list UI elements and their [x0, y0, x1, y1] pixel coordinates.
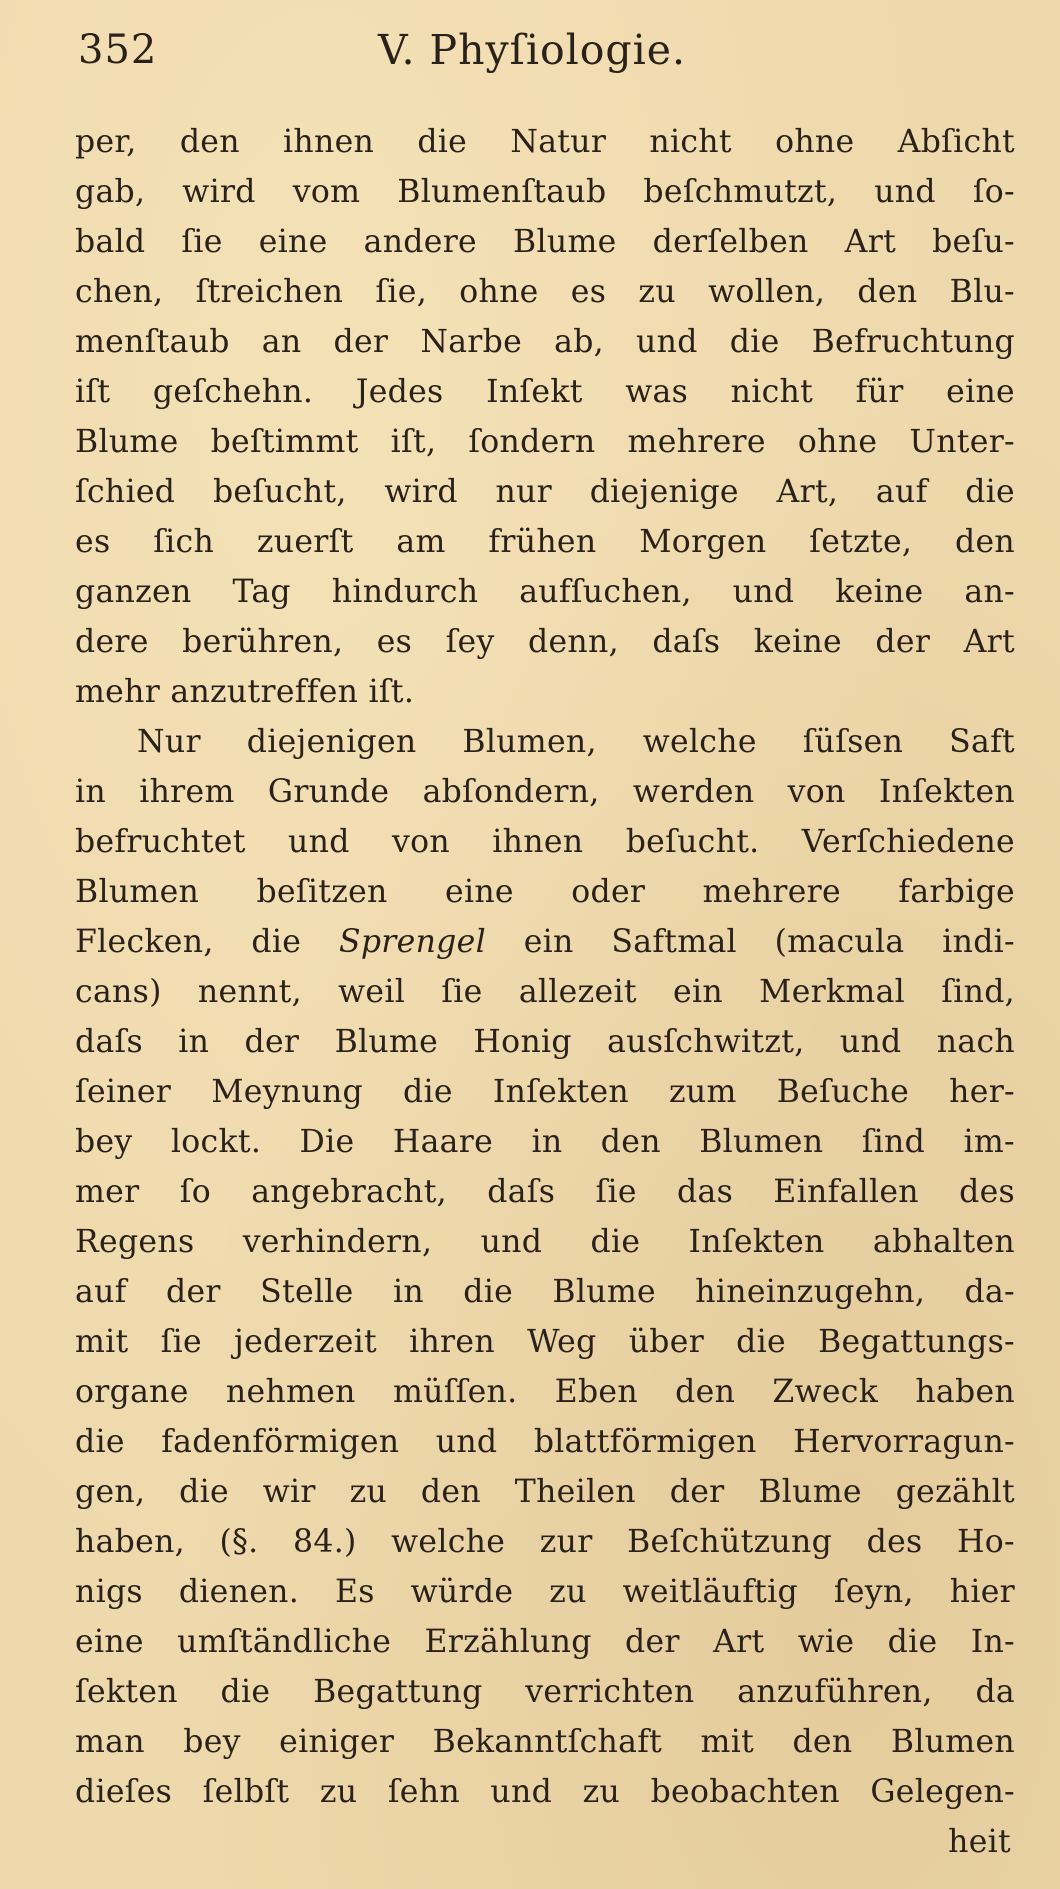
text-line: gab, wird vom Blumenſtaub beſchmutzt, und ſo- [75, 174, 1015, 210]
text-line: chen, ſtreichen ſie, ohne es zu wollen, den Blu- [75, 274, 1015, 310]
text-line: haben, (§. 84.) welche zur Beſchützung des Ho- [75, 1524, 1015, 1560]
text-line: ſekten die Begattung verrichten anzuführen, da [75, 1674, 1015, 1710]
page-header [78, 20, 978, 80]
text-line: es ſich zuerſt am frühen Morgen ſetzte, den [75, 524, 1015, 560]
text-line-with-italic [75, 917, 1015, 967]
text-line: cans) nennt, weil ſie allezeit ein Merkmal ſind, [75, 974, 1015, 1010]
text-line: mer ſo angebracht, daſs ſie das Einfallen des [75, 1174, 1015, 1210]
text-line: iſt geſchehn. Jedes Inſekt was nicht für eine [75, 374, 1015, 410]
text-line: organe nehmen müſſen. Eben den Zweck haben [75, 1374, 1015, 1410]
text-line: mit ſie jederzeit ihren Weg über die Begattungs- [75, 1324, 1015, 1360]
text-line: nigs dienen. Es würde zu weitläuftig ſeyn, hier [75, 1574, 1015, 1610]
text-line: Regens verhindern, und die Inſekten abhalten [75, 1224, 1015, 1260]
page-number: 352 [78, 27, 158, 73]
text-line: eine umſtändliche Erzählung der Art wie die In- [75, 1624, 1015, 1660]
text-line: ganzen Tag hindurch aufſuchen, und keine an- [75, 574, 1015, 610]
text-line: man bey einiger Bekanntſchaft mit den Blumen [75, 1724, 1015, 1760]
text-line: dere berühren, es ſey denn, daſs keine der Art [75, 624, 1015, 660]
text-line: menſtaub an der Narbe ab, und die Befruchtung [75, 324, 1015, 360]
text-segment: ein Saftmal (macula indi- [485, 924, 1015, 960]
text-line: in ihrem Grunde abſondern, werden von Inſekten [75, 774, 1015, 810]
text-line: bey lockt. Die Haare in den Blumen ſind im- [75, 1124, 1015, 1160]
text-line: dieſes ſelbſt zu ſehn und zu beobachten Gelegen- [75, 1774, 1015, 1810]
text-line: daſs in der Blume Honig ausſchwitzt, und nach [75, 1024, 1015, 1060]
text-line: gen, die wir zu den Theilen der Blume gezählt [75, 1474, 1015, 1510]
catchword: heit [948, 1824, 1011, 1860]
paragraph-2 [75, 717, 1015, 1817]
text-line: die fadenförmigen und blattförmigen Hervorragun- [75, 1424, 1015, 1460]
running-head: V. Phyſiologie. [378, 26, 687, 74]
text-line: mehr anzutreffen iſt. [75, 674, 415, 710]
text-line: Blume beſtimmt iſt, ſondern mehrere ohne Unter- [75, 424, 1015, 460]
text-segment: Flecken, die [75, 924, 339, 960]
text-line: ſeiner Meynung die Inſekten zum Beſuche her- [75, 1074, 1015, 1110]
body-text [75, 117, 1015, 1867]
text-line: bald ſie eine andere Blume derſelben Art beſu- [75, 224, 1015, 260]
text-line: befruchtet und von ihnen beſucht. Verſchiedene [75, 824, 1015, 860]
text-line: auf der Stelle in die Blume hineinzugehn, da- [75, 1274, 1015, 1310]
italic-name: Sprengel [338, 924, 486, 960]
text-line: ſchied beſucht, wird nur diejenige Art, auf die [75, 474, 1015, 510]
paragraph-1 [75, 117, 1015, 717]
text-line: Blumen beſitzen eine oder mehrere farbige [75, 874, 1015, 910]
text-line: Nur diejenigen Blumen, welche ſüſsen Saft [137, 724, 1015, 760]
text-line: per, den ihnen die Natur nicht ohne Abſicht [75, 124, 1015, 160]
